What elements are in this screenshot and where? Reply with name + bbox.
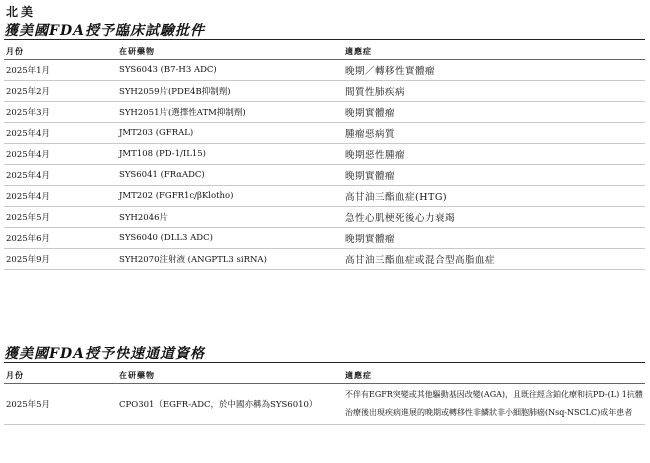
section-rule <box>4 362 645 363</box>
table-row <box>4 123 645 144</box>
cell-month: 2025年4月 <box>4 186 117 207</box>
table-row <box>4 102 645 123</box>
table-row <box>4 144 645 165</box>
cell-month: 2025年5月 <box>4 207 117 228</box>
cell-indication: 晚期實體瘤 <box>343 165 645 186</box>
cell-drug: CPO301（EGFR-ADC，於中國亦稱為SYS6010） <box>117 384 343 425</box>
cell-indication: 間質性肺疾病 <box>343 81 645 102</box>
cell-indication: 高甘油三酯血症或混合型高脂血症 <box>343 249 645 270</box>
section-title-text: 獲美國FDA授予快速通道資格 <box>4 346 205 362</box>
cell-drug: SYS6041 (FRαADC) <box>117 165 343 186</box>
section-rule <box>4 39 645 40</box>
header-indication: 適應症 <box>343 367 645 384</box>
cell-indication: 高甘油三酯血症(HTG) <box>343 186 645 207</box>
cell-month: 2025年5月 <box>4 384 117 425</box>
header-drug: 在研藥物 <box>117 367 343 384</box>
section-title-clinical-trial <box>4 20 205 40</box>
cell-month: 2025年4月 <box>4 123 117 144</box>
table-row <box>4 228 645 249</box>
fast-track-table <box>4 367 645 425</box>
table-row <box>4 249 645 270</box>
cell-indication: 急性心肌梗死後心力衰竭 <box>343 207 645 228</box>
cell-month: 2025年6月 <box>4 228 117 249</box>
cell-month: 2025年4月 <box>4 165 117 186</box>
cell-indication: 晚期惡性腫瘤 <box>343 144 645 165</box>
table-row <box>4 186 645 207</box>
table-row <box>4 81 645 102</box>
cell-drug: JMT203 (GFRAL) <box>117 123 343 144</box>
table-row <box>4 384 645 425</box>
cell-indication: 晚期實體瘤 <box>343 102 645 123</box>
cell-indication: 不伴有EGFR突變或其他驅動基因改變(AGA)，且既往經含鉑化療和抗PD-(L) 1抗體治療後出現疾病進展的晚期或轉移性非鱗狀非小細胞肺癌(Nsq-NSCLC)成年患者 <box>343 384 645 425</box>
header-indication: 適應症 <box>343 43 645 60</box>
cell-drug: SYH2059片(PDE4B抑制劑) <box>117 81 343 102</box>
section-title-fast-track <box>4 343 205 363</box>
header-month: 月份 <box>4 43 117 60</box>
cell-indication: 腫瘤惡病質 <box>343 123 645 144</box>
cell-drug: JMT202 (FGFR1c/βKlotho) <box>117 186 343 207</box>
cell-indication: 晚期實體瘤 <box>343 228 645 249</box>
table-row <box>4 165 645 186</box>
cell-drug: SYH2046片 <box>117 207 343 228</box>
cell-month: 2025年4月 <box>4 144 117 165</box>
cell-indication: 晚期／轉移性實體瘤 <box>343 60 645 81</box>
cell-month: 2025年1月 <box>4 60 117 81</box>
section-title-text: 獲美國FDA授予臨床試驗批件 <box>4 23 205 39</box>
clinical-trial-table <box>4 43 645 270</box>
cell-drug: SYS6040 (DLL3 ADC) <box>117 228 343 249</box>
table-row <box>4 60 645 81</box>
cell-month: 2025年9月 <box>4 249 117 270</box>
cell-drug: SYH2070注射液 (ANGPTL3 siRNA) <box>117 249 343 270</box>
table-row <box>4 207 645 228</box>
header-drug: 在研藥物 <box>117 43 343 60</box>
header-month: 月份 <box>4 367 117 384</box>
cell-drug: SYS6043 (B7-H3 ADC) <box>117 60 343 81</box>
table-header-row <box>4 367 645 384</box>
cell-drug: SYH2051片(選擇性ATM抑制劑) <box>117 102 343 123</box>
cell-drug: JMT108 (PD-1/IL15) <box>117 144 343 165</box>
table-header-row <box>4 43 645 60</box>
region-title: 北美 <box>6 5 37 19</box>
cell-month: 2025年3月 <box>4 102 117 123</box>
cell-month: 2025年2月 <box>4 81 117 102</box>
